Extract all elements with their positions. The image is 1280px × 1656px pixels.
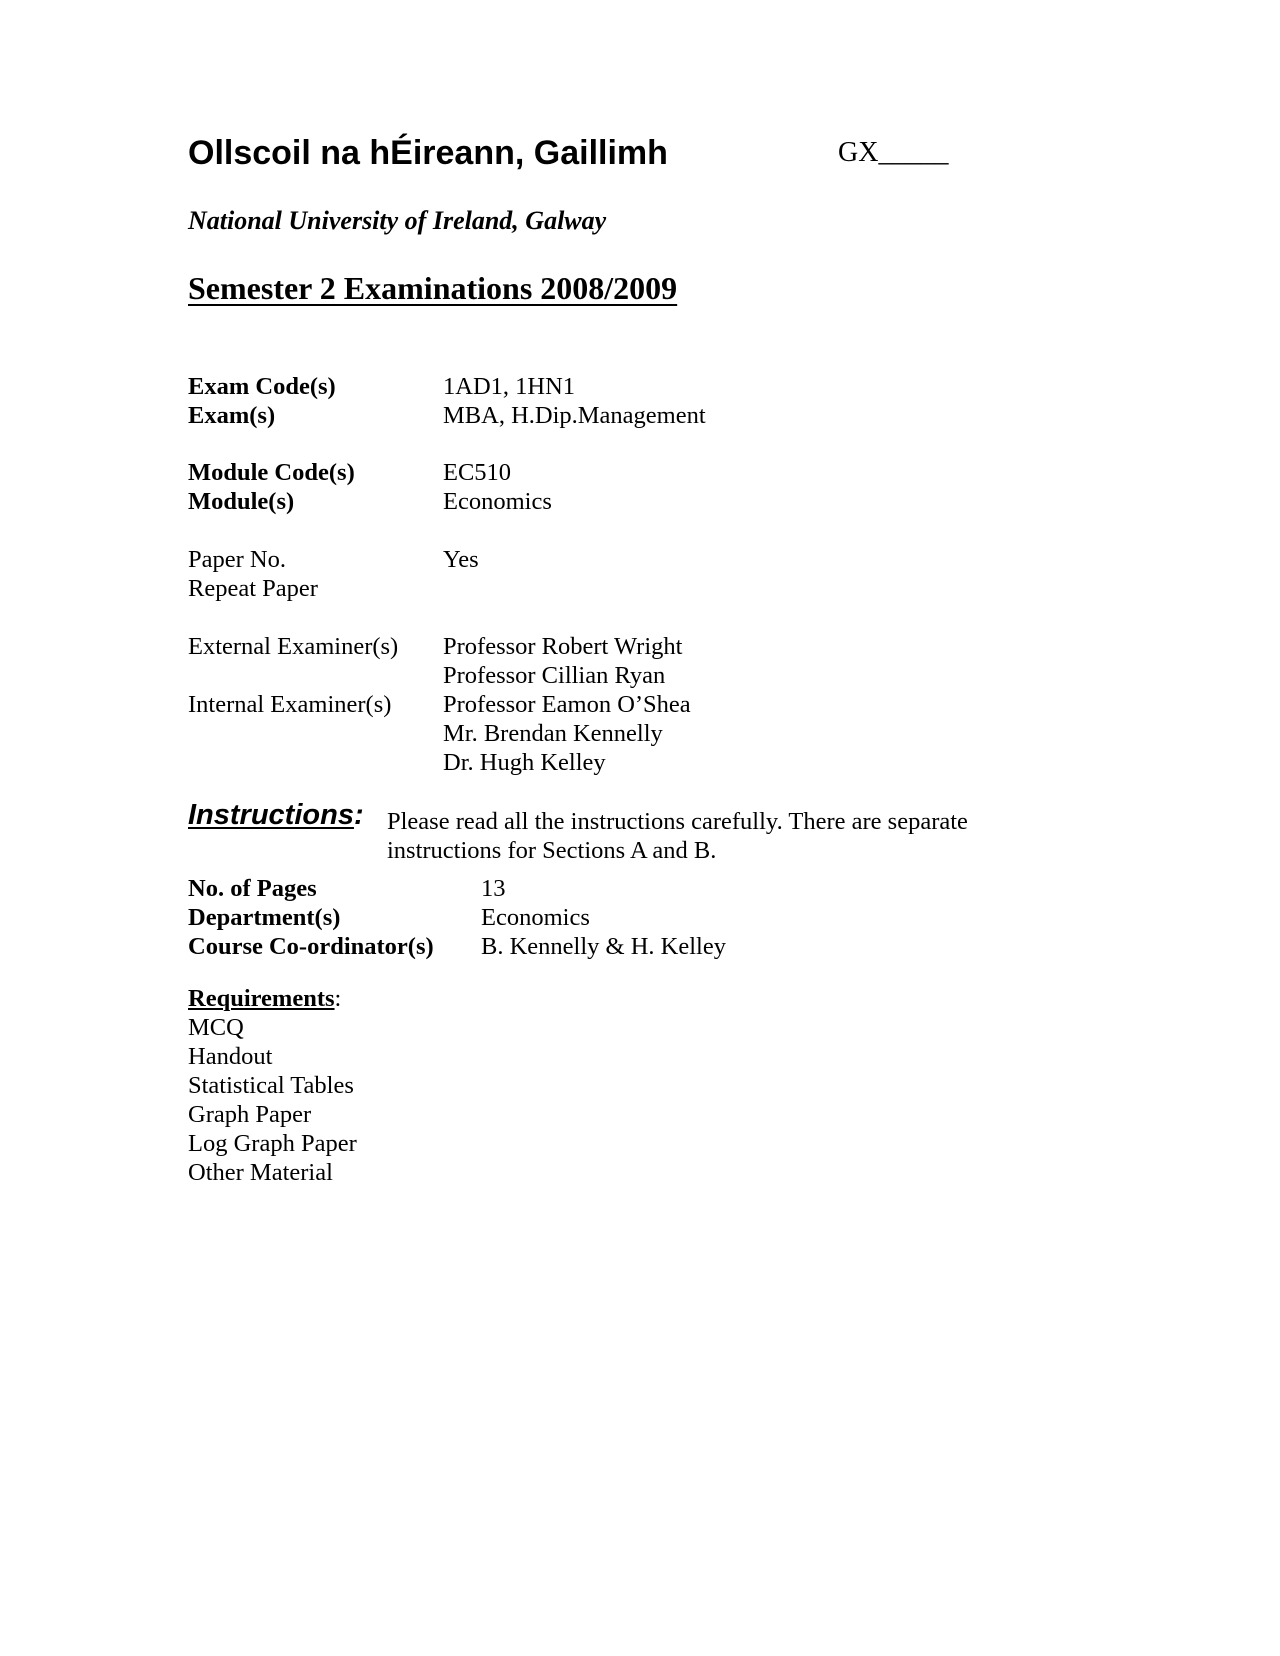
university-english-name: National University of Ireland, Galway [188, 206, 607, 235]
external-examiner-2: Professor Cillian Ryan [443, 662, 666, 689]
requirements-list [188, 1013, 357, 1187]
internal-examiners-label: Internal Examiner(s) [188, 691, 392, 718]
requirements-heading-colon: : [334, 985, 342, 1012]
exam-codes-label: Exam Code(s) [188, 373, 336, 400]
requirements-heading-text: Requirements [188, 985, 335, 1012]
departments-value: Economics [481, 904, 590, 931]
instructions-line-1: Please read all the instructions carefully. There are separate [387, 808, 968, 835]
requirement-item: Graph Paper [188, 1101, 312, 1128]
paper-no-value: Yes [443, 546, 479, 573]
coordinators-label: Course Co-ordinator(s) [188, 933, 434, 960]
university-irish-name: Ollscoil na hÉireann, Gaillimh [188, 134, 668, 172]
coordinators-value: B. Kennelly & H. Kelley [481, 933, 726, 960]
pages-label: No. of Pages [188, 875, 317, 902]
pages-value: 13 [481, 875, 506, 902]
gx-field: GX_____ [838, 137, 949, 168]
requirement-item: Statistical Tables [188, 1072, 354, 1099]
module-codes-value: EC510 [443, 459, 512, 486]
requirement-item: Log Graph Paper [188, 1130, 357, 1157]
exams-value: MBA, H.Dip.Management [443, 402, 706, 429]
paper-no-label: Paper No. [188, 546, 286, 573]
internal-examiner-2: Mr. Brendan Kennelly [443, 720, 663, 747]
instructions-heading [188, 799, 364, 832]
modules-label: Module(s) [188, 488, 295, 515]
requirements-heading [188, 985, 341, 1013]
exam-codes-value: 1AD1, 1HN1 [443, 373, 576, 400]
modules-value: Economics [443, 488, 552, 515]
requirement-item: Handout [188, 1043, 273, 1070]
requirement-item: Other Material [188, 1159, 333, 1186]
instructions-heading-colon: : [353, 799, 364, 831]
departments-label: Department(s) [188, 904, 341, 931]
instructions-heading-text: Instructions [188, 799, 354, 831]
exam-session-title: Semester 2 Examinations 2008/2009 [188, 270, 678, 306]
internal-examiner-1: Professor Eamon O’Shea [443, 691, 691, 718]
instructions-line-2: instructions for Sections A and B. [387, 837, 717, 864]
module-codes-label: Module Code(s) [188, 459, 355, 486]
repeat-paper-label: Repeat Paper [188, 575, 318, 602]
internal-examiner-3: Dr. Hugh Kelley [443, 749, 606, 776]
external-examiners-label: External Examiner(s) [188, 633, 399, 660]
external-examiner-1: Professor Robert Wright [443, 633, 683, 660]
requirement-item: MCQ [188, 1014, 244, 1041]
exams-label: Exam(s) [188, 402, 276, 429]
